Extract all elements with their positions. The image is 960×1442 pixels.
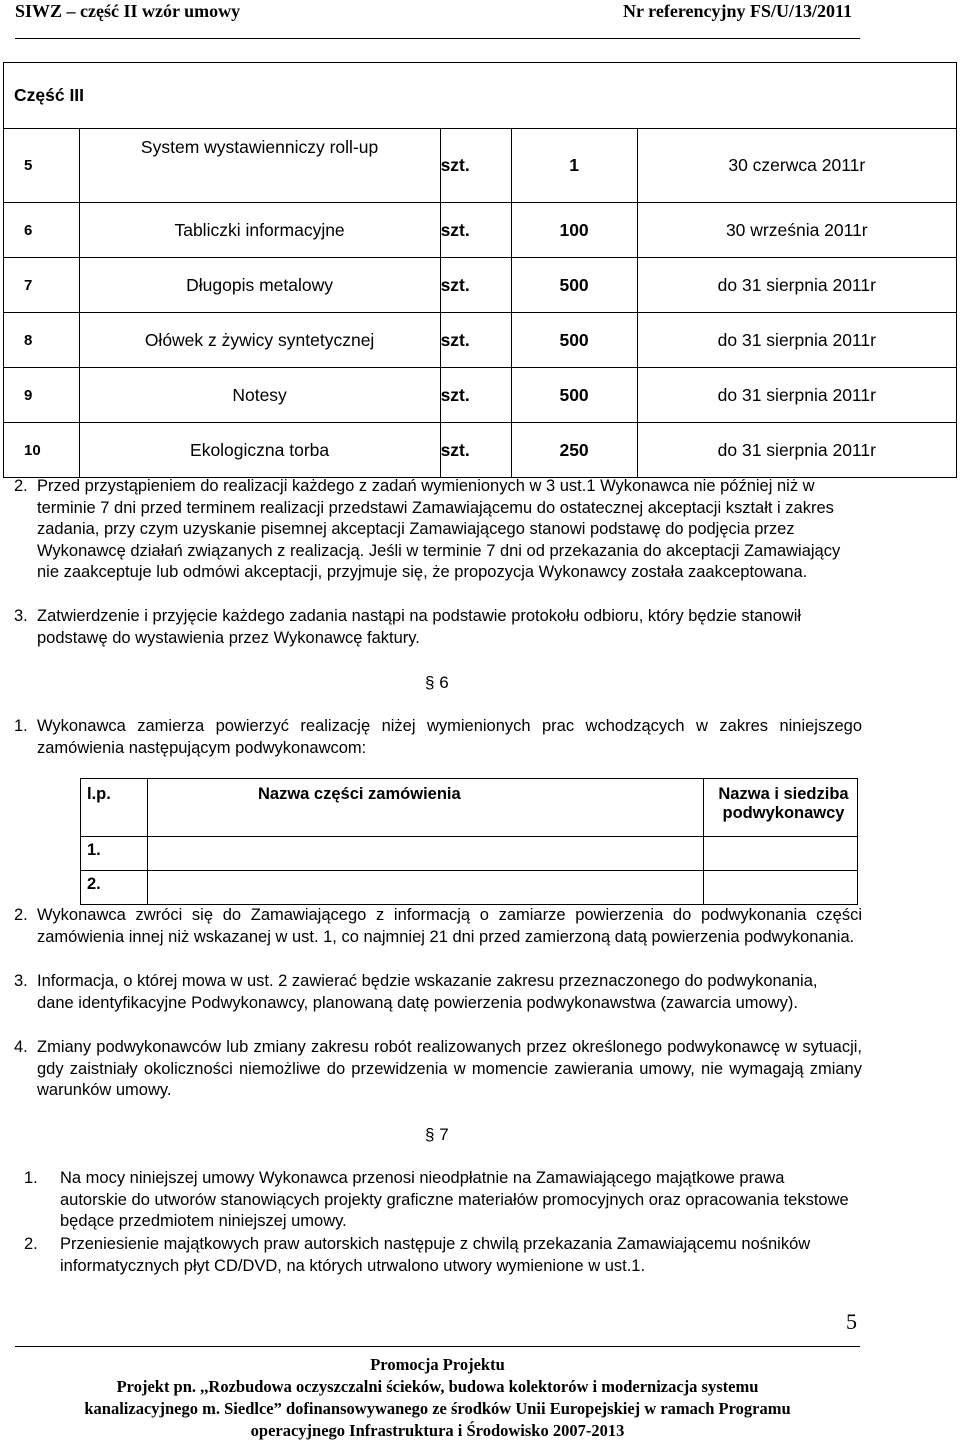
section-number: 6 <box>439 673 449 692</box>
row-date: do 31 sierpnia 2011r <box>637 423 956 478</box>
table-row <box>4 258 957 313</box>
row-date: 30 września 2011r <box>637 203 956 258</box>
paragraph-text: Na mocy niniejszej umowy Wykonawca przenosi nieodpłatnie na Zamawiającego majątkowe prawa autorskie do utworów stanowiących projekty graficzne materiałów promocyjnych oraz opracowania tekstowe będące przedmiotem niniejszej umowy. <box>60 1169 849 1231</box>
column-header: Nazwa części zamówienia <box>148 779 704 837</box>
item-number: 1. <box>24 1169 38 1187</box>
footer-line: kanalizacyjnego m. Siedlce” dofinansowywanego ze środków Unii Europejskiej w ramach Programu <box>84 1399 791 1418</box>
paragraph-text: Informacja, o której mowa w ust. 2 zawierać będzie wskazanie zakresu przeznaczonego do podwykonania, dane identyfikacyjne Podwykonawcy, planowaną datę powierzenia podwykonawstwa (zawarcia umowy). <box>37 972 818 1012</box>
row-number: 2. <box>81 871 148 905</box>
row-unit: szt. <box>440 129 511 203</box>
header-title: SIWZ – część II wzór umowy <box>15 1 241 21</box>
item-number: 3. <box>14 607 28 625</box>
page-number: 5 <box>846 1309 857 1334</box>
subcontractor-table <box>80 778 858 905</box>
items-table <box>3 62 957 478</box>
row-date: do 31 sierpnia 2011r <box>637 313 956 368</box>
row-quantity: 1 <box>511 129 637 203</box>
row-unit: szt. <box>440 423 511 478</box>
row-unit: szt. <box>440 313 511 368</box>
row-unit: szt. <box>440 203 511 258</box>
row-quantity: 500 <box>511 368 637 423</box>
footer-line: operacyjnego Infrastruktura i Środowisko 2007-2013 <box>250 1421 625 1440</box>
paragraph-text: Przeniesienie majątkowych praw autorskich następuje z chwilą przekazania Zamawiającemu nośników informatycznych płyt CD/DVD, na których utrwalono utwory wymienione w ust.1. <box>60 1235 811 1275</box>
row-unit: szt. <box>440 258 511 313</box>
table-cell <box>148 871 704 905</box>
page-footer <box>15 1354 860 1442</box>
table-cell <box>148 837 704 871</box>
table-cell <box>704 837 858 871</box>
row-date: do 31 sierpnia 2011r <box>637 258 956 313</box>
row-quantity: 100 <box>511 203 637 258</box>
item-number: 2. <box>14 906 28 924</box>
table-row <box>4 313 957 368</box>
section-sign-icon: § <box>425 673 435 692</box>
table-row <box>4 423 957 478</box>
column-header: Nazwa i siedziba podwykonawcy <box>704 779 858 837</box>
section-heading <box>425 673 449 693</box>
section-sign-icon: § <box>425 1125 435 1144</box>
row-number: 8 <box>4 313 80 368</box>
section-number: 7 <box>439 1125 449 1144</box>
section-heading <box>425 1125 449 1145</box>
row-name: Ołówek z żywicy syntetycznej <box>79 313 440 368</box>
row-name: Długopis metalowy <box>79 258 440 313</box>
row-name: Ekologiczna torba <box>79 423 440 478</box>
row-quantity: 500 <box>511 258 637 313</box>
table-row <box>4 203 957 258</box>
table-row <box>4 129 957 203</box>
item-number: 1. <box>14 717 28 735</box>
row-number: 10 <box>4 423 80 478</box>
row-number: 6 <box>4 203 80 258</box>
paragraph-text: Wykonawca zwróci się do Zamawiającego z informacją o zamiarze powierzenia do podwykonania części zamówienia innej niż wskazanej w ust. 1, co najmniej 21 dni przed zamierzoną datą powierzenia podwykonania. <box>37 906 862 946</box>
footer-divider <box>15 1346 860 1347</box>
row-quantity: 250 <box>511 423 637 478</box>
row-number: 9 <box>4 368 80 423</box>
paragraph-text: Zmiany podwykonawców lub zmiany zakresu robót realizowanych przez określonego podwykonawcę w sytuacji, gdy zaistniały okoliczności niemożliwe do przewidzenia w momencie zawierania umowy, nie wymagają zmiany warunków umowy. <box>37 1038 862 1100</box>
header-reference: Nr referencyjny FS/U/13/2011 <box>623 1 852 21</box>
row-date: 30 czerwca 2011r <box>637 129 956 203</box>
item-number: 4. <box>14 1038 28 1056</box>
item-number: 2. <box>14 477 28 495</box>
footer-line: Projekt pn. ,,Rozbudowa oczyszczalni ścieków, budowa kolektorów i modernizacja systemu <box>116 1377 759 1396</box>
part-label: Część III <box>4 63 957 129</box>
row-name: System wystawienniczy roll-up <box>79 129 440 203</box>
page-header <box>15 0 860 39</box>
row-quantity: 500 <box>511 313 637 368</box>
paragraph-text: Przed przystąpieniem do realizacji każdego z zadań wymienionych w 3 ust.1 Wykonawca nie później niż w terminie 7 dni przed terminem realizacji przedstawi Zamawiającemu do ostatecznej akceptacji kształt i zakres zadania, przy czym uzyskanie pisemnej akceptacji Zamawiającego stanowi podstawę do podjęcia przez Wykonawcę działań związanych z realizacją. Jeśli w terminie 7 dni od przekazania do akceptacji Zamawiający nie zaakceptuje lub odmówi akceptacji, przyjmuje się, że propozycja Wykonawcy została zaakceptowana. <box>37 477 841 582</box>
table-row <box>81 871 858 905</box>
row-date: do 31 sierpnia 2011r <box>637 368 956 423</box>
table-cell <box>704 871 858 905</box>
paragraph-text: Zatwierdzenie i przyjęcie każdego zadania nastąpi na podstawie protokołu odbioru, który będzie stanowił podstawę do wystawienia przez Wykonawcę faktury. <box>37 607 802 647</box>
item-number: 2. <box>24 1235 38 1253</box>
row-name: Tabliczki informacyjne <box>79 203 440 258</box>
row-number: 7 <box>4 258 80 313</box>
footer-line: Promocja Projektu <box>370 1355 505 1374</box>
row-unit: szt. <box>440 368 511 423</box>
table-row <box>81 837 858 871</box>
column-header: l.p. <box>81 779 148 837</box>
row-number: 1. <box>81 837 148 871</box>
item-number: 3. <box>14 972 28 990</box>
table-row <box>4 368 957 423</box>
paragraph-text: Wykonawca zamierza powierzyć realizację niżej wymienionych prac wchodzących w zakres niniejszego zamówienia następującym podwykonawcom: <box>37 717 862 757</box>
row-number: 5 <box>4 129 80 203</box>
row-name: Notesy <box>79 368 440 423</box>
